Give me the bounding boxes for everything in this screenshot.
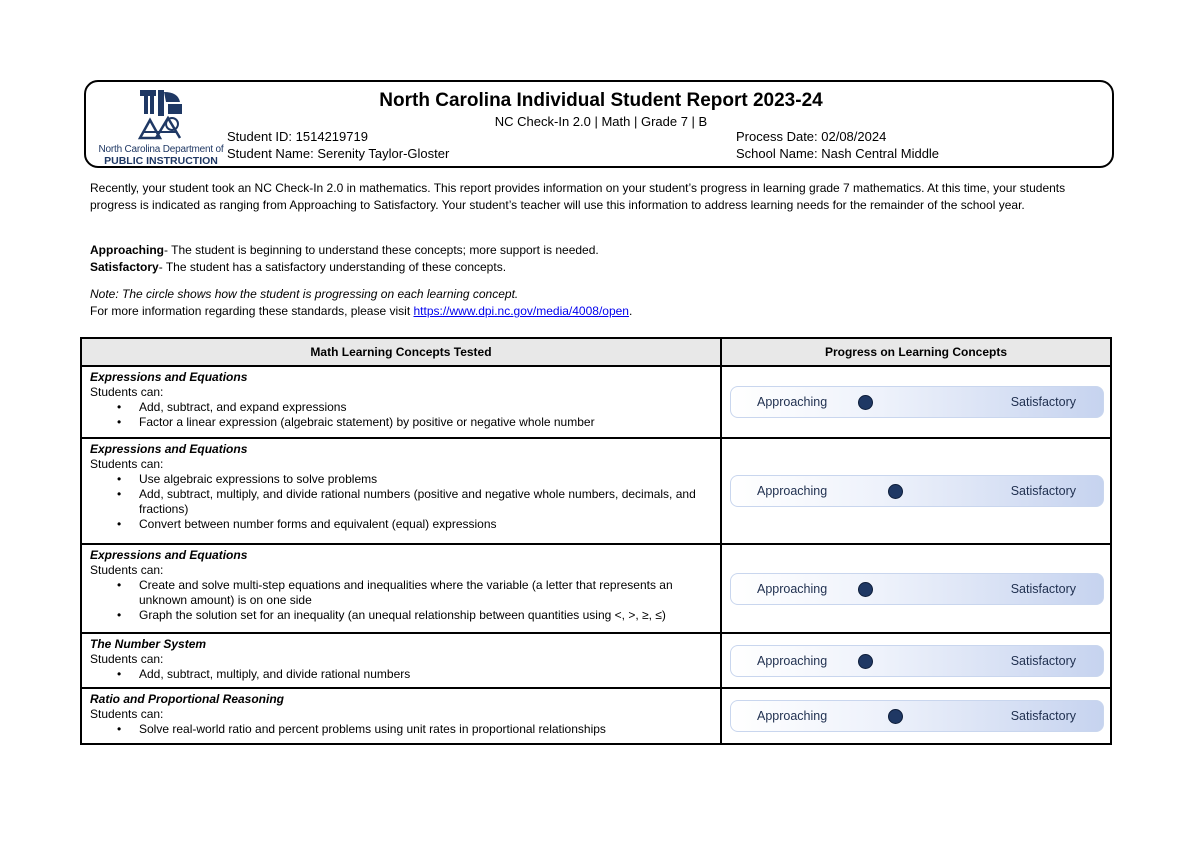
- progress-cell: [721, 366, 1111, 438]
- concepts-table: [80, 337, 1112, 745]
- table-row: [81, 688, 1111, 744]
- satisfactory-definition: [90, 260, 506, 274]
- standard-item: • Add, subtract, multiply, and divide rational numbers (positive and negative whole numbers, decimals, and fractions): [139, 487, 712, 517]
- progress-marker: [858, 395, 873, 410]
- standards-link[interactable]: https://www.dpi.nc.gov/media/4008/open: [413, 304, 629, 318]
- students-can-label: Students can:: [90, 707, 164, 721]
- standard-item: • Add, subtract, and expand expressions: [139, 400, 712, 415]
- student-name: Student Name: Serenity Taylor-Gloster: [227, 146, 450, 161]
- more-info-line: [90, 304, 632, 318]
- students-can-label: Students can:: [90, 563, 164, 577]
- progress-marker: [858, 582, 873, 597]
- satisfactory-description: - The student has a satisfactory understanding of these concepts.: [158, 260, 507, 274]
- progress-cell: [721, 544, 1111, 633]
- logo-agency-text: PUBLIC INSTRUCTION: [104, 155, 218, 167]
- satisfactory-label: Satisfactory: [1010, 653, 1076, 668]
- report-header: [84, 80, 1114, 168]
- progress-scale: [730, 475, 1104, 507]
- progress-scale: [730, 386, 1104, 418]
- note-italic: Note: The circle shows how the student is progressing on each learning concept.: [90, 287, 519, 301]
- satisfactory-label: Satisfactory: [1010, 581, 1076, 596]
- note-text: [90, 287, 518, 301]
- standard-item: • Graph the solution set for an inequality (an unequal relationship between quantities using <, >, ≥, ≤): [139, 608, 712, 623]
- concept-cell: [81, 688, 721, 744]
- concept-category: Expressions and Equations: [90, 442, 248, 456]
- progress-marker: [888, 709, 903, 724]
- progress-cell: [721, 633, 1111, 688]
- standards-list: [90, 400, 712, 430]
- concept-cell: [81, 438, 721, 544]
- approaching-description: - The student is beginning to understand these concepts; more support is needed.: [164, 243, 599, 257]
- concept-cell: [81, 366, 721, 438]
- concept-cell: [81, 633, 721, 688]
- progress-cell: [721, 688, 1111, 744]
- satisfactory-term: Satisfactory: [90, 260, 159, 274]
- more-info-text: For more information regarding these standards, please visit: [90, 304, 414, 318]
- progress-column-header: Progress on Learning Concepts: [721, 338, 1111, 366]
- concepts-column-header: Math Learning Concepts Tested: [81, 338, 721, 366]
- satisfactory-label: Satisfactory: [1010, 484, 1076, 498]
- standard-item: • Create and solve multi-step equations and inequalities where the variable (a letter that represents an unknown amount) is on one side: [139, 578, 712, 608]
- table-body: [81, 366, 1111, 744]
- table-header-row: [81, 338, 1111, 366]
- satisfactory-label: Satisfactory: [1010, 709, 1076, 723]
- students-can-label: Students can:: [90, 457, 164, 471]
- concept-category: Ratio and Proportional Reasoning: [90, 692, 285, 706]
- table-row: [81, 544, 1111, 633]
- school-name: School Name: Nash Central Middle: [736, 146, 940, 161]
- concept-category: The Number System: [90, 637, 207, 651]
- concept-category: Expressions and Equations: [90, 370, 248, 384]
- more-info-period: .: [628, 304, 633, 318]
- standard-item: • Add, subtract, multiply, and divide rational numbers: [139, 667, 712, 682]
- intro-paragraph: [90, 180, 1110, 214]
- standards-list: [90, 472, 712, 532]
- students-can-label: Students can:: [90, 652, 164, 666]
- satisfactory-label: Satisfactory: [1010, 395, 1076, 409]
- progress-marker: [888, 484, 903, 499]
- standards-list: [90, 667, 712, 682]
- progress-marker: [858, 654, 873, 669]
- standards-list: [90, 722, 712, 737]
- approaching-label: Approaching: [757, 395, 828, 409]
- process-date: Process Date: 02/08/2024: [736, 129, 887, 144]
- students-can-label: Students can:: [90, 385, 164, 399]
- table-row: [81, 438, 1111, 544]
- report-title: North Carolina Individual Student Report 2023-24: [379, 90, 823, 111]
- approaching-term: Approaching: [90, 243, 164, 257]
- student-id: Student ID: 1514219719: [227, 129, 368, 144]
- progress-scale: [730, 573, 1104, 605]
- table-row: [81, 633, 1111, 688]
- report-subtitle: NC Check-In 2.0 | Math | Grade 7 | B: [494, 114, 708, 129]
- standard-item: • Factor a linear expression (algebraic statement) by positive or negative whole number: [139, 415, 712, 430]
- intro-text: Recently, your student took an NC Check-In 2.0 in mathematics. This report provides information on your student’s progress in learning grade 7 mathematics. At this time, your students progress is indicated as ranging from Approaching to Satisfactory. Your student’s teacher will use this information to address learning needs for the remainder of the school year.: [90, 181, 1066, 212]
- concept-category: Expressions and Equations: [90, 548, 248, 562]
- approaching-label: Approaching: [757, 653, 828, 668]
- standard-item: • Use algebraic expressions to solve problems: [139, 472, 712, 487]
- standard-item: • Convert between number forms and equivalent (equal) expressions: [139, 517, 712, 532]
- approaching-label: Approaching: [757, 709, 828, 723]
- approaching-label: Approaching: [757, 484, 828, 498]
- progress-scale: [730, 700, 1104, 732]
- logo-department-text: North Carolina Department of: [98, 144, 224, 155]
- progress-cell: [721, 438, 1111, 544]
- standards-list: [90, 578, 712, 623]
- standard-item: • Solve real-world ratio and percent problems using unit rates in proportional relationships: [139, 722, 712, 737]
- table-row: [81, 366, 1111, 438]
- concept-cell: [81, 544, 721, 633]
- approaching-definition: [90, 243, 599, 257]
- progress-scale: [730, 645, 1104, 677]
- approaching-label: Approaching: [757, 581, 828, 596]
